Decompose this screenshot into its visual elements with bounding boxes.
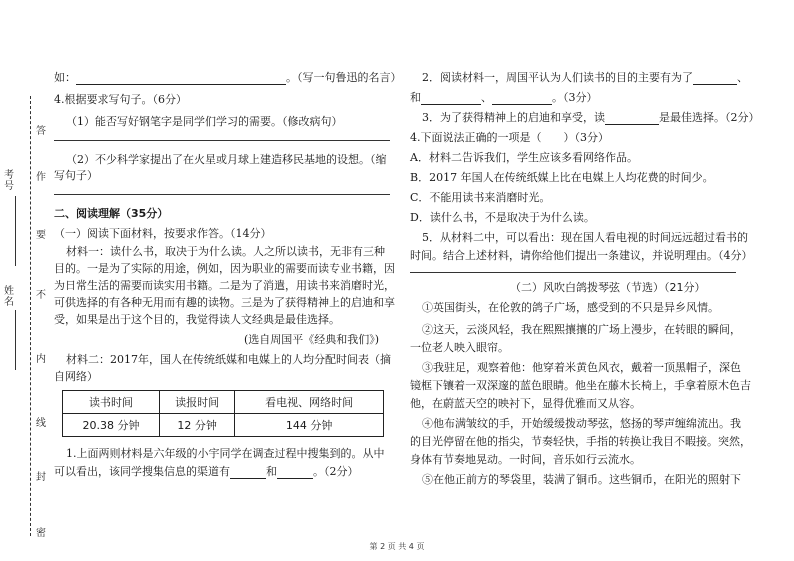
table-header-cell: 读报时间 [159, 391, 234, 414]
material-1-line: 受，如果是出于这个目的，我觉得读人文经典是最佳选择。 [54, 313, 340, 326]
part-1-title: （一）阅读下面材料，按要求作答。（14分） [54, 227, 272, 240]
q4-1-prompt: （1）能否写好钢笔字是同学们学习的需要。（修改病句） [66, 115, 343, 128]
option-d: D．读什么书，不是取决于为什么读。 [410, 211, 595, 224]
table-header-cell: 读书时间 [63, 391, 160, 414]
q4-prompt: 4.下面说法正确的一项是（ ）（3分） [410, 131, 609, 144]
passage-paragraph: ④他布满皱纹的手，开始缓缓拨动琴弦，悠扬的琴声缠绵流出。我 [422, 417, 741, 430]
q4-2-prompt-line1: （2）不少科学家提出了在火星或月球上建造移民基地的设想。（缩 [66, 153, 387, 166]
table-header-row [63, 391, 384, 414]
binding-margin [0, 0, 52, 561]
q2-prompt-line1: 2．阅读材料一，周国平认为人们读书的目的主要有为了 、 [422, 71, 748, 84]
option-a: A．材料二告诉我们，学生应该多看网络作品。 [410, 151, 638, 164]
answer-blank[interactable] [693, 73, 737, 85]
binding-char: 密 [36, 528, 46, 539]
material-1-source: (选自周国平《经典和我们》) [244, 333, 380, 346]
passage-paragraph: ①英国街头，在伦敦的鸽子广场，感受到的不只是异乡风情。 [422, 301, 719, 314]
binding-char: 作 [36, 172, 46, 183]
q1-prompt-line1: 1.上面两则材料是六年级的小宇同学在调查过程中搜集到的。从中 [66, 447, 385, 460]
material-1-line: 目的。一是为了实际的用途，例如，因为职业的需要而读专业书籍，因 [54, 262, 395, 275]
material-1-line: 可供选择的有各种无用而有趣的读物。三是为了获得精神上的启迪和享 [54, 296, 395, 309]
page-footer: 第 2 页 共 4 页 [369, 542, 425, 551]
passage-paragraph: ②这天，云淡风轻，我在熙熙攘攘的广场上漫步，在转眼的瞬间， [422, 323, 741, 336]
answer-blank[interactable] [605, 113, 659, 125]
answer-line[interactable] [54, 140, 390, 141]
q5-prompt-line2: 时间。结合上述材料，请你给他们提出一条建议，并说明理由。（4分） [410, 249, 753, 262]
passage-paragraph: 的目光停留在他的指尖，节奏轻快，手指的转换让我目不暇接。突然， [410, 435, 751, 448]
material-1-line: 为日常生活的需要而读实用书籍。二是为了消遣，用读书来消磨时光， [54, 279, 395, 292]
passage-paragraph: 一位老人映入眼帘。 [410, 341, 509, 354]
answer-blank[interactable] [76, 73, 286, 85]
q3-quote-line: 如： 。（写一句鲁迅的名言） [54, 71, 402, 84]
passage-paragraph: 身体有节奏地晃动。一时间，音乐如行云流水。 [410, 453, 641, 466]
answer-line[interactable] [54, 194, 390, 195]
answer-blank[interactable] [230, 467, 266, 479]
material-2-line: 材料二：2017年，国人在传统纸媒和电媒上的人均分配时间表（摘 [66, 353, 391, 366]
passage-paragraph: ③我驻足，观察着他：他穿着米黄色风衣，戴着一顶黑帽子，深色 [422, 361, 741, 374]
passage-paragraph: 镜框下镶着一双深邃的蓝色眼睛。他坐在藤木长椅上，手拿着原木色吉 [410, 379, 751, 392]
q4-2-prompt-line2: 写句子） [54, 169, 98, 182]
material-1-line: 材料一：读什么书，取决于为什么读。人之所以读书，无非有三种 [66, 245, 385, 258]
binding-char: 线 [36, 418, 46, 429]
answer-blank[interactable] [277, 467, 313, 479]
answer-line[interactable] [410, 272, 736, 273]
exam-number-label: 考号 [4, 170, 14, 192]
answer-blank[interactable] [421, 93, 481, 105]
answer-blank[interactable] [492, 93, 552, 105]
section-2-title: 二、阅读理解（35分） [54, 207, 169, 220]
passage-paragraph: ⑤在他正前方的琴袋里，装满了铜币。这些铜币，在阳光的照射下 [422, 473, 741, 486]
name-line [15, 310, 17, 370]
binding-char: 答 [36, 126, 46, 137]
table-header-cell: 看电视、网络时间 [235, 391, 384, 414]
binding-char: 封 [36, 472, 46, 483]
part-2-title: （二）风吹白鸽拨琴弦（节选）（21分） [510, 281, 706, 294]
q3-prompt: 3．为了获得精神上的启迪和享受，读 是最佳选择。（2分） [422, 111, 760, 124]
q4-title: 4.根据要求写句子。（6分） [54, 93, 187, 106]
option-b: B．2017 年国人在传统纸媒上比在电媒上人均花费的时间少。 [410, 171, 714, 184]
passage-paragraph: 他，在蔚蓝天空的映衬下，显得优雅而又从容。 [410, 397, 641, 410]
material-2-line: 自网络） [54, 370, 98, 383]
option-c: C．不能用读书来消磨时光。 [410, 191, 551, 204]
binding-char: 不 [36, 290, 46, 301]
binding-char: 内 [36, 354, 46, 365]
name-label: 姓名 [4, 286, 14, 308]
binding-char: 要 [36, 230, 46, 241]
q2-prompt-line2: 和 、 。（3分） [410, 91, 598, 104]
exam-number-line [15, 196, 17, 266]
time-table [62, 390, 384, 437]
binding-dashed-line [30, 96, 32, 536]
table-cell: 144 分钟 [235, 414, 384, 437]
table-cell: 12 分钟 [159, 414, 234, 437]
table-cell: 20.38 分钟 [63, 414, 160, 437]
q1-prompt-line2: 可以看出，该同学搜集信息的渠道有 和 。（2分） [54, 465, 359, 478]
table-row [63, 414, 384, 437]
q5-prompt-line1: 5．从材料二中，可以看出：现在国人看电视的时间远远超过看书的 [422, 231, 748, 244]
